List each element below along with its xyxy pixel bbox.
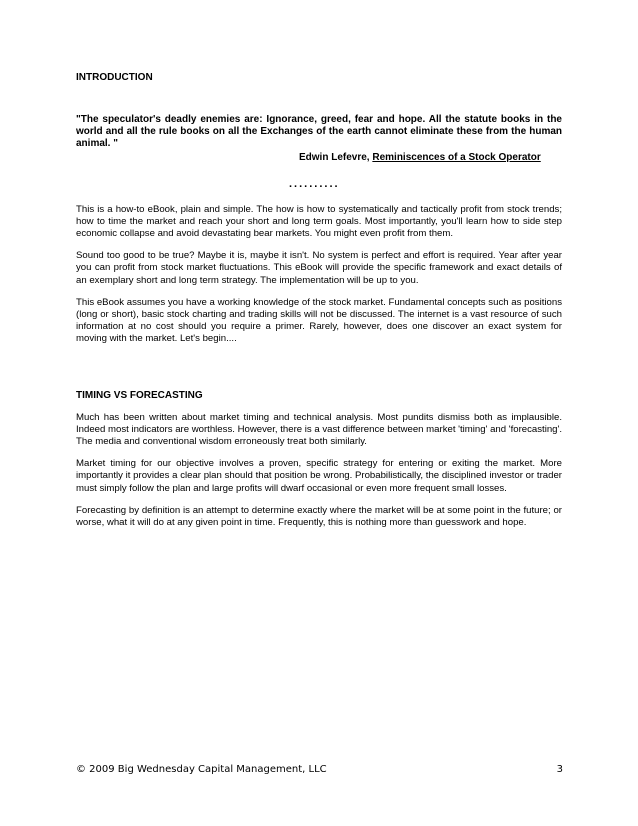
page-number: 3 xyxy=(556,764,563,775)
opening-quote: "The speculator's deadly enemies are: Ignorance, greed, fear and hope. All the statute books in the world and all the rule books on all the Exchanges of the earth cannot eliminate these from the human animal. " xyxy=(76,114,562,150)
intro-paragraph-1: This is a how-to eBook, plain and simple. The how is how to systematically and tactically profit from stock trends; how to time the market and reach your short and long term goals. Most importantly, you'll learn how to side step economic collapse and avoid devastating bear markets. You might even profit from them. xyxy=(76,203,562,240)
intro-paragraph-3: This eBook assumes you have a working knowledge of the stock market. Fundamental concepts such as positions (long or short), basic stock charting and trading skills will not be discussed. The internet is a vast resource of such information at no cost should you require a primer. Rarely, however, does one discover an exact system for moving with the market. Let's begin.... xyxy=(76,296,562,345)
timing-section xyxy=(76,390,562,530)
section-separator: .......... xyxy=(289,177,340,190)
timing-paragraph-2: Market timing for our objective involves a proven, specific strategy for entering or exiting the market. More importantly it provides a clear plan should that position be wrong. Probabilistically, the disciplined investor or trader must simply follow the plan and large profits will dwarf occasional or even more frequent small losses. xyxy=(76,458,562,494)
page-content xyxy=(76,72,562,539)
intro-paragraph-2: Sound too good to be true? Maybe it is, maybe it isn't. No system is perfect and effort is required. Year after year you can profit from stock market fluctuations. This eBook will provide the specific framework and exact details of an exemplary short and long term strategy. The implementation will be up to you. xyxy=(76,250,562,286)
timing-heading: TIMING VS FORECASTING xyxy=(76,389,203,401)
page-footer xyxy=(76,764,563,775)
introduction-heading: INTRODUCTION xyxy=(76,72,153,83)
timing-paragraph-1: Much has been written about market timing and technical analysis. Most pundits dismiss both as implausible. Indeed most indicators are worthless. However, there is a vast difference between market 'timing' and 'forecasting'. The media and conventional wisdom erroneously treat both similarly. xyxy=(76,411,563,448)
quote-attribution xyxy=(76,152,562,164)
timing-paragraph-3: Forecasting by definition is an attempt to determine exactly where the market will be at some point in the future; or worse, what it will do at any given point in time. Frequently, this is nothing more than guesswork and hope. xyxy=(76,504,562,529)
quote-author: Edwin Lefevre, xyxy=(299,151,373,163)
quote-book-title: Reminiscences of a Stock Operator xyxy=(372,151,541,163)
footer-copyright: © 2009 Big Wednesday Capital Management, LLC xyxy=(76,764,327,775)
